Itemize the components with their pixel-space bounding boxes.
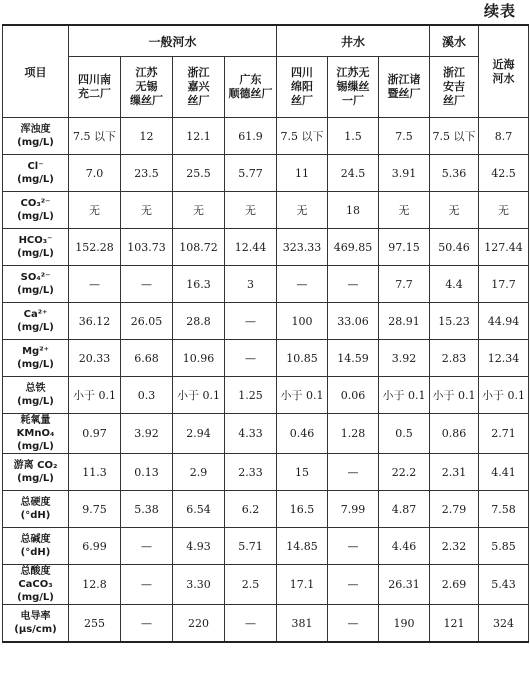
row-label: HCO₃⁻ (mg/L) <box>3 229 69 266</box>
table-cell: 220 <box>173 605 225 643</box>
table-cell: 7.5 以下 <box>69 118 121 155</box>
table-cell: 33.06 <box>328 303 379 340</box>
row-label: 总铁 (mg/L) <box>3 377 69 414</box>
table-cell: 97.15 <box>379 229 430 266</box>
site-header: 四川 绵阳 丝厂 <box>277 57 328 118</box>
table-cell: 2.83 <box>430 340 479 377</box>
table-row <box>3 528 529 565</box>
table-cell: 无 <box>379 192 430 229</box>
table-cell: 无 <box>430 192 479 229</box>
table-cell: 无 <box>121 192 173 229</box>
table-cell: 22.2 <box>379 454 430 491</box>
table-cell: 12.1 <box>173 118 225 155</box>
row-label: CO₃²⁻ (mg/L) <box>3 192 69 229</box>
table-cell: 0.06 <box>328 377 379 414</box>
table-cell: 6.68 <box>121 340 173 377</box>
table-cell: 25.5 <box>173 155 225 192</box>
table-cell: 15 <box>277 454 328 491</box>
row-label: SO₄²⁻ (mg/L) <box>3 266 69 303</box>
table-cell: 42.5 <box>479 155 529 192</box>
row-label: Mg²⁺ (mg/L) <box>3 340 69 377</box>
table-cell: 121 <box>430 605 479 643</box>
table-cell: 17.1 <box>277 565 328 605</box>
table-row <box>3 340 529 377</box>
table-cell: 24.5 <box>328 155 379 192</box>
table-cell: 11 <box>277 155 328 192</box>
table-cell: 7.5 <box>379 118 430 155</box>
table-cell: 小于 0.1 <box>277 377 328 414</box>
site-header: 浙江诸 暨丝厂 <box>379 57 430 118</box>
continuation-label: 续表 <box>483 2 516 20</box>
row-label: 总硬度 (°dH) <box>3 491 69 528</box>
group-header: 一般河水 <box>69 25 277 57</box>
table-cell: 152.28 <box>69 229 121 266</box>
table-row <box>3 491 529 528</box>
table-cell: 3.92 <box>379 340 430 377</box>
table-cell: 9.75 <box>69 491 121 528</box>
table-cell: 12.34 <box>479 340 529 377</box>
table-cell: 10.85 <box>277 340 328 377</box>
table-cell: 381 <box>277 605 328 643</box>
table-cell: — <box>225 340 277 377</box>
water-quality-table <box>2 24 529 643</box>
table-cell: 1.28 <box>328 414 379 454</box>
table-cell: 8.7 <box>479 118 529 155</box>
table-cell: — <box>69 266 121 303</box>
table-cell: 190 <box>379 605 430 643</box>
table-cell: 小于 0.1 <box>430 377 479 414</box>
table-cell: 6.2 <box>225 491 277 528</box>
table-cell: — <box>328 454 379 491</box>
table-cell: 324 <box>479 605 529 643</box>
row-label: Cl⁻ (mg/L) <box>3 155 69 192</box>
table-cell: 2.69 <box>430 565 479 605</box>
table-cell: 无 <box>479 192 529 229</box>
table-cell: 17.7 <box>479 266 529 303</box>
table-cell: 7.0 <box>69 155 121 192</box>
table-cell: 7.99 <box>328 491 379 528</box>
group-header-row <box>3 25 529 57</box>
table-cell: — <box>121 528 173 565</box>
table-cell: 2.5 <box>225 565 277 605</box>
table-cell: 4.33 <box>225 414 277 454</box>
table-row <box>3 414 529 454</box>
table-cell: 14.85 <box>277 528 328 565</box>
table-cell: 5.85 <box>479 528 529 565</box>
table-cell: 10.96 <box>173 340 225 377</box>
row-label: Ca²⁺ (mg/L) <box>3 303 69 340</box>
table-cell: 108.72 <box>173 229 225 266</box>
group-header: 井水 <box>277 25 430 57</box>
table-cell: 6.99 <box>69 528 121 565</box>
table-cell: — <box>225 303 277 340</box>
table-cell: — <box>328 266 379 303</box>
table-cell: 2.33 <box>225 454 277 491</box>
table-cell: 7.58 <box>479 491 529 528</box>
site-header: 浙江 安吉 丝厂 <box>430 57 479 118</box>
site-header: 江苏无 锡缫丝 一厂 <box>328 57 379 118</box>
table-cell: 7.7 <box>379 266 430 303</box>
table-cell: 3.30 <box>173 565 225 605</box>
table-cell: 4.41 <box>479 454 529 491</box>
table-cell: — <box>225 605 277 643</box>
group-header: 近海 河水 <box>479 25 529 118</box>
table-cell: 103.73 <box>121 229 173 266</box>
table-cell: 0.46 <box>277 414 328 454</box>
table-cell: 255 <box>69 605 121 643</box>
table-cell: 2.9 <box>173 454 225 491</box>
table-cell: 无 <box>277 192 328 229</box>
table-cell: 26.05 <box>121 303 173 340</box>
site-header: 江苏 无锡 缫丝厂 <box>121 57 173 118</box>
table-cell: 323.33 <box>277 229 328 266</box>
table-cell: 61.9 <box>225 118 277 155</box>
table-cell: 无 <box>173 192 225 229</box>
table-cell: 无 <box>225 192 277 229</box>
table-cell: 4.4 <box>430 266 479 303</box>
table-cell: — <box>121 565 173 605</box>
table-cell: 0.3 <box>121 377 173 414</box>
table-row <box>3 192 529 229</box>
table-cell: 小于 0.1 <box>173 377 225 414</box>
table-row <box>3 377 529 414</box>
table-cell: 16.5 <box>277 491 328 528</box>
table-row <box>3 118 529 155</box>
table-cell: 469.85 <box>328 229 379 266</box>
table-cell: — <box>121 605 173 643</box>
table-cell: — <box>328 565 379 605</box>
table-cell: 小于 0.1 <box>479 377 529 414</box>
site-header-row <box>3 57 529 118</box>
table-cell: 4.87 <box>379 491 430 528</box>
table-cell: 12.44 <box>225 229 277 266</box>
table-cell: 5.71 <box>225 528 277 565</box>
table-cell: 12.8 <box>69 565 121 605</box>
table-cell: 6.54 <box>173 491 225 528</box>
table-cell: 5.77 <box>225 155 277 192</box>
table-cell: 23.5 <box>121 155 173 192</box>
table-cell: 14.59 <box>328 340 379 377</box>
table-cell: — <box>328 528 379 565</box>
table-cell: 5.43 <box>479 565 529 605</box>
table-cell: 2.79 <box>430 491 479 528</box>
table-body <box>3 118 529 643</box>
table-cell: 2.32 <box>430 528 479 565</box>
table-cell: 4.93 <box>173 528 225 565</box>
table-cell: — <box>277 266 328 303</box>
table-cell: 3.92 <box>121 414 173 454</box>
site-header: 广东 顺德丝厂 <box>225 57 277 118</box>
table-cell: 2.71 <box>479 414 529 454</box>
table-cell: 1.25 <box>225 377 277 414</box>
table-cell: 28.8 <box>173 303 225 340</box>
table-cell: 2.94 <box>173 414 225 454</box>
table-cell: 11.3 <box>69 454 121 491</box>
table-row <box>3 565 529 605</box>
table-cell: 5.38 <box>121 491 173 528</box>
table-cell: 100 <box>277 303 328 340</box>
table-cell: 5.36 <box>430 155 479 192</box>
row-label: 电导率 (μs/cm) <box>3 605 69 643</box>
table-cell: 3.91 <box>379 155 430 192</box>
table-row <box>3 605 529 643</box>
site-header: 浙江 嘉兴 丝厂 <box>173 57 225 118</box>
table-cell: 0.97 <box>69 414 121 454</box>
table-cell: 7.5 以下 <box>430 118 479 155</box>
table-cell: 15.23 <box>430 303 479 340</box>
table-row <box>3 266 529 303</box>
table-cell: — <box>328 605 379 643</box>
table-row <box>3 229 529 266</box>
table-cell: 36.12 <box>69 303 121 340</box>
table-row <box>3 454 529 491</box>
table-cell: 28.91 <box>379 303 430 340</box>
table-cell: 50.46 <box>430 229 479 266</box>
table-cell: 12 <box>121 118 173 155</box>
table-row <box>3 155 529 192</box>
table-cell: 16.3 <box>173 266 225 303</box>
table-cell: — <box>121 266 173 303</box>
row-label: 浑浊度 (mg/L) <box>3 118 69 155</box>
row-label: 游离 CO₂ (mg/L) <box>3 454 69 491</box>
group-header: 溪水 <box>430 25 479 57</box>
table-cell: 127.44 <box>479 229 529 266</box>
table-cell: 0.5 <box>379 414 430 454</box>
table-cell: 7.5 以下 <box>277 118 328 155</box>
table-cell: 44.94 <box>479 303 529 340</box>
table-cell: 3 <box>225 266 277 303</box>
table-cell: 1.5 <box>328 118 379 155</box>
table-row <box>3 303 529 340</box>
row-label: 耗氧量 KMnO₄ (mg/L) <box>3 414 69 454</box>
table-cell: 2.31 <box>430 454 479 491</box>
table-cell: 0.13 <box>121 454 173 491</box>
table-cell: 小于 0.1 <box>69 377 121 414</box>
row-label: 总酸度 CaCO₃ (mg/L) <box>3 565 69 605</box>
table-cell: 18 <box>328 192 379 229</box>
table-cell: 无 <box>69 192 121 229</box>
table-cell: 4.46 <box>379 528 430 565</box>
table-cell: 小于 0.1 <box>379 377 430 414</box>
table-cell: 26.31 <box>379 565 430 605</box>
table-cell: 0.86 <box>430 414 479 454</box>
row-label: 总碱度 (°dH) <box>3 528 69 565</box>
table-cell: 20.33 <box>69 340 121 377</box>
item-header: 项目 <box>3 25 69 118</box>
site-header: 四川南 充二厂 <box>69 57 121 118</box>
